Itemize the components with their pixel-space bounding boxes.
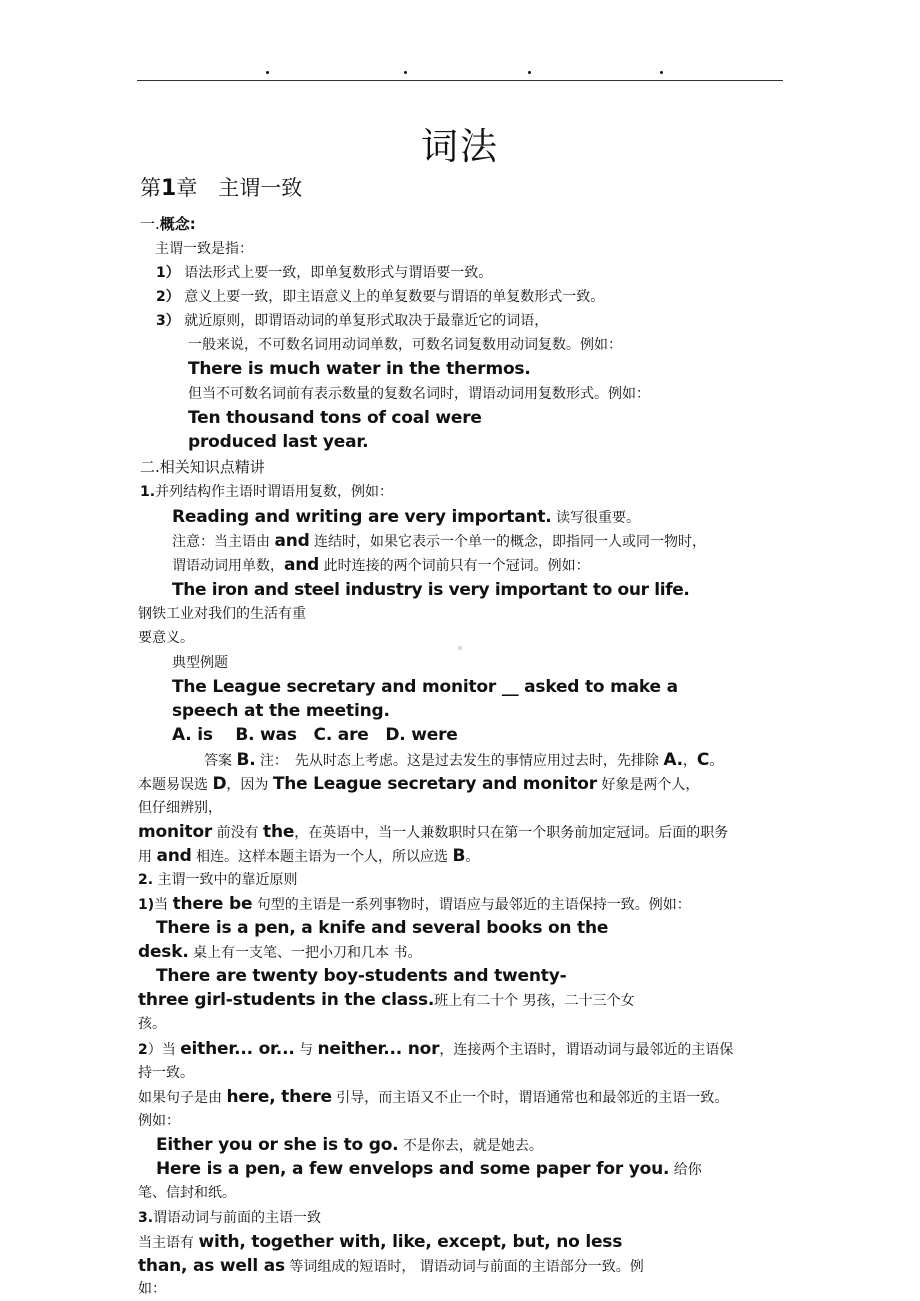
- keyword: and: [284, 555, 320, 575]
- example-sentence: Here is a pen, a few envelops and some paper for you.: [156, 1159, 670, 1179]
- note-text: 注意：当主语由: [172, 534, 275, 550]
- rule-text: 如：: [138, 1281, 166, 1297]
- option-letter: A.: [663, 750, 683, 770]
- example-sentence: Ten thousand tons of coal were: [188, 408, 482, 428]
- example-sentence: Either you or she is to go.: [156, 1135, 399, 1155]
- question: speech at the meeting.: [172, 701, 390, 721]
- rule-item: [138, 894, 691, 915]
- answer-text: ，: [682, 753, 697, 769]
- header-dot: [266, 71, 269, 74]
- translation: 不是你去，就是她去。: [398, 1138, 543, 1154]
- keyword: with, together with, like, except, but, no less: [198, 1232, 623, 1252]
- rule-number: 1): [138, 897, 155, 913]
- section-heading: [140, 214, 196, 234]
- example-sentence: Reading and writing are very important.: [172, 507, 552, 527]
- note-text: 连结时，如果它表示一个单一的概念，即指同一人或同一物时，: [309, 534, 707, 550]
- note-text: 谓语动词用单数，: [172, 558, 284, 574]
- keyword: the: [263, 822, 295, 842]
- explanation-text: ，因为: [226, 777, 273, 793]
- translation: 孩。: [138, 1016, 166, 1032]
- rule-number: 1.: [140, 484, 156, 500]
- option-letter: D: [212, 774, 227, 794]
- rule-text: ，连接两个主语时，谓语动词与最邻近的主语保: [439, 1042, 734, 1058]
- explanation-text: 相连。这样本题主语为一个人，所以应选: [191, 849, 453, 865]
- rule-text: ）当: [147, 1042, 181, 1058]
- example-sentence: There is a pen, a knife and several books on the: [156, 918, 609, 938]
- keyword: here, there: [226, 1087, 332, 1107]
- paragraph: 主谓一致是指：: [155, 241, 253, 257]
- note-text: 此时连接的两个词前只有一个冠词。例如：: [319, 558, 590, 574]
- rule-item: [138, 1256, 644, 1277]
- page-title: 词法: [421, 125, 499, 168]
- rule-number: 2: [138, 1042, 148, 1058]
- rule-item: [138, 1087, 728, 1108]
- translation: 要意义。: [138, 630, 194, 646]
- keyword: neither... nor: [317, 1039, 440, 1059]
- translation: 钢铁工业对我们的生活有重: [138, 606, 306, 622]
- explanation-text: 。: [465, 849, 480, 865]
- header-dot: [660, 71, 663, 74]
- chapter-title: 章 主谓一致: [176, 176, 303, 200]
- translation: 笔、信封和纸。: [138, 1185, 236, 1201]
- rule-text: 与: [294, 1042, 318, 1058]
- answer-text: 。: [709, 753, 724, 769]
- item-text: 就近原则，即谓语动词的单复形式取决于最靠近它的词语，: [179, 313, 549, 329]
- rule-item: [138, 1039, 733, 1060]
- option-letter: B: [452, 846, 466, 866]
- item-text: 语法形式上要一致，即单复数形式与谓语要一致。: [179, 265, 493, 281]
- rule-text: 谓语动词与前面的主语一致: [153, 1210, 322, 1226]
- header-rule: [137, 80, 783, 81]
- note: [172, 555, 590, 576]
- rule-text: 例如：: [138, 1113, 180, 1129]
- rule-text: 并列结构作主语时谓语用复数，例如：: [155, 484, 394, 500]
- explanation-text: 用: [138, 849, 157, 865]
- chapter-heading: [140, 172, 302, 202]
- example-line: [138, 942, 422, 963]
- example-sentence: three girl-students in the class.: [138, 990, 435, 1010]
- example-sentence: produced last year.: [188, 432, 369, 452]
- answer-text: 答案: [204, 753, 237, 769]
- item-number: 2）: [156, 289, 180, 305]
- example-line: [172, 507, 640, 528]
- rule-text: 当主语有: [138, 1235, 199, 1251]
- paragraph: 但当不可数名词前有表示数量的复数名词时，谓语动词用复数形式。例如：: [188, 386, 650, 402]
- section-title: 概念:: [159, 215, 196, 233]
- keyword: and: [274, 531, 310, 551]
- rule-number: 3.: [138, 1210, 154, 1226]
- explanation: 但仔细辨别，: [138, 800, 222, 816]
- paragraph: 一般来说，不可数名词用动词单数，可数名词复数用动词复数。例如：: [188, 337, 622, 353]
- rule-text: 当: [154, 897, 173, 913]
- rule-item: [138, 1232, 622, 1253]
- answer-text: 注： 先从时态上考虑。这是过去发生的事情应用过去时，先排除: [255, 753, 664, 769]
- keyword: monitor: [138, 822, 213, 842]
- example-line: [156, 1159, 702, 1180]
- explanation: [138, 822, 728, 843]
- item-text: 意义上要一致，即主语意义上的单复数要与谓语的单复数形式一致。: [179, 289, 605, 305]
- rule-heading: [140, 482, 393, 502]
- keyword: than, as well as: [138, 1256, 285, 1276]
- keyword: and: [156, 846, 192, 866]
- rule-number: 2.: [138, 872, 154, 888]
- scan-mark: [458, 646, 462, 650]
- answer-options: A. is B. was C. are D. were: [172, 725, 458, 745]
- chapter-number: 1: [161, 176, 177, 201]
- example-sentence: There are twenty boy-students and twenty-: [156, 966, 567, 986]
- keyword: there be: [172, 894, 253, 914]
- item-number: 3）: [156, 313, 180, 329]
- explanation-text: ，在英语中，当一人兼数职时只在第一个职务前加定冠词。后面的职务: [294, 825, 729, 841]
- chapter-prefix: 第: [140, 176, 161, 200]
- answer-key: B.: [236, 750, 256, 770]
- answer-line: [204, 750, 723, 771]
- rule-text: 持一致。: [138, 1065, 194, 1081]
- rule-text: 如果句子是由: [138, 1090, 227, 1106]
- explanation: [138, 846, 479, 867]
- rule-text: 句型的主语是一系列事物时，谓语应与最邻近的主语保持一致。例如：: [252, 897, 691, 913]
- rule-text: 引导，而主语又不止一个时，谓语通常也和最邻近的主语一致。: [331, 1090, 729, 1106]
- example-sentence: There is much water in the thermos.: [188, 359, 531, 379]
- explanation: [138, 774, 699, 795]
- rule-heading: [138, 870, 298, 890]
- rule-heading: [138, 1208, 321, 1228]
- explanation-text: 好象是两个人，: [596, 777, 700, 793]
- explanation-text: 前没有: [212, 825, 264, 841]
- rule-text: 等词组成的短语时， 谓语动词与前面的主语部分一致。例: [284, 1259, 644, 1275]
- header-dot: [404, 71, 407, 74]
- subheading: 典型例题: [172, 655, 228, 671]
- translation: 班上有二十个 男孩，二十三个女: [434, 993, 635, 1009]
- translation: 读写很重要。: [551, 510, 641, 526]
- section-number: 一.: [140, 215, 160, 233]
- example-line: [138, 990, 635, 1011]
- example-line: [156, 1135, 543, 1156]
- list-item: [156, 287, 604, 307]
- question: The League secretary and monitor __ asked to make a: [172, 677, 678, 697]
- example-sentence: The iron and steel industry is very important to our life.: [172, 580, 690, 600]
- header-dot: [528, 71, 531, 74]
- section-heading: 二.相关知识点精讲: [140, 458, 265, 476]
- example-sentence: desk.: [138, 942, 189, 962]
- note: [172, 531, 706, 552]
- list-item: [156, 311, 548, 331]
- rule-text: 主谓一致中的靠近原则: [153, 872, 298, 888]
- translation: 桌上有一支笔、一把小刀和几本 书。: [188, 945, 422, 961]
- translation: 给你: [669, 1162, 702, 1178]
- keyword: The League secretary and monitor: [272, 774, 597, 794]
- item-number: 1）: [156, 265, 180, 281]
- list-item: [156, 263, 492, 283]
- explanation-text: 本题易误选: [138, 777, 213, 793]
- option-letter: C: [696, 750, 710, 770]
- keyword: either... or...: [180, 1039, 295, 1059]
